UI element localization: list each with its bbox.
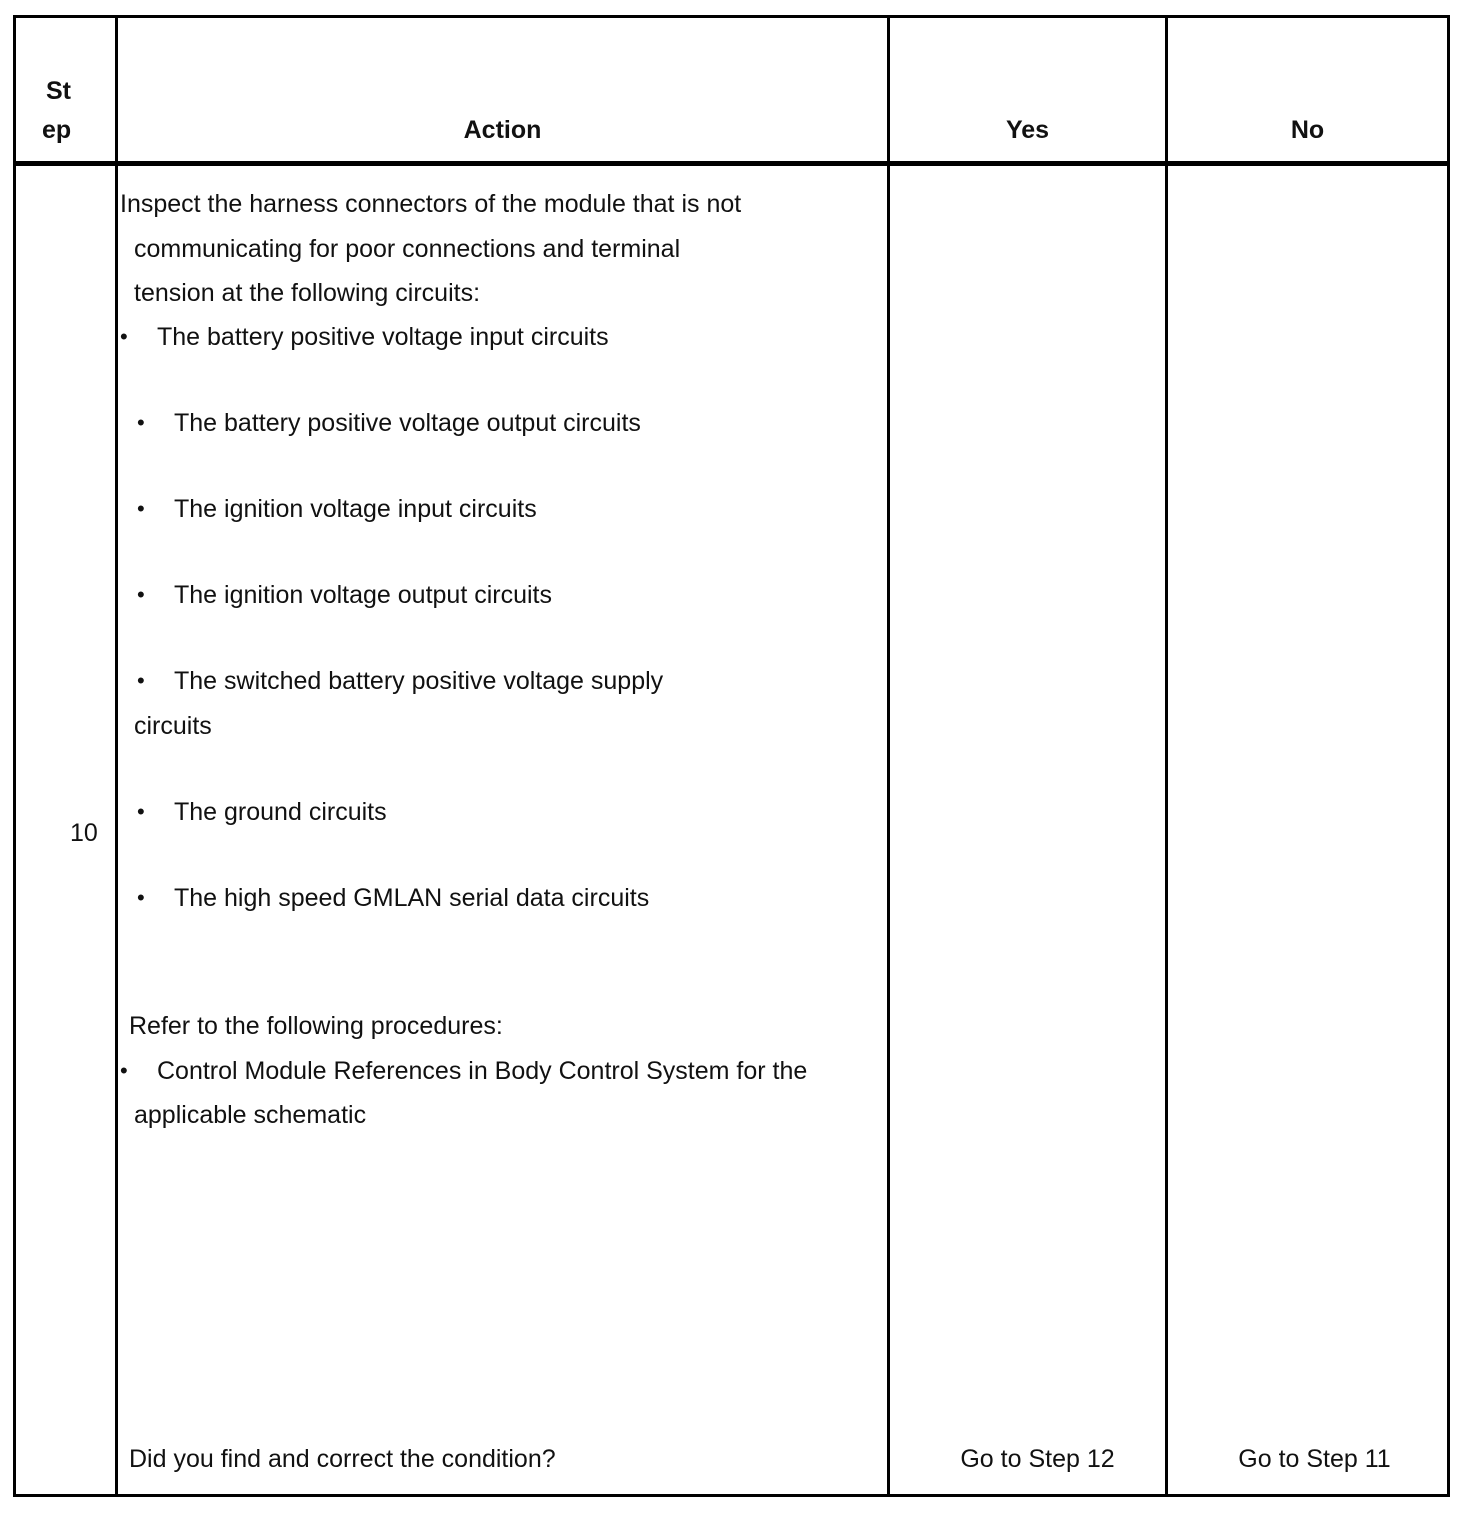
column-divider-step <box>115 15 118 1497</box>
circuit-item: The switched battery positive voltage supply <box>174 667 664 695</box>
circuit-item: The ignition voltage output circuits <box>174 581 552 609</box>
action-question: Did you find and correct the condition? <box>129 1445 556 1473</box>
procedure-reference-line2: applicable schematic <box>134 1101 367 1129</box>
circuit-item: The ignition voltage input circuits <box>174 495 537 523</box>
bullet-icon: • <box>137 668 145 693</box>
table-border-bottom <box>13 1494 1450 1497</box>
table-border-top <box>13 15 1450 18</box>
header-no: No <box>1290 116 1325 144</box>
action-intro-line1: Inspect the harness connectors of the module that is not <box>120 190 742 218</box>
circuit-item-continuation: circuits <box>134 712 212 740</box>
circuit-item: The battery positive voltage output circuits <box>174 409 641 437</box>
header-step-line1: St <box>46 77 71 105</box>
bullet-icon: • <box>137 582 145 607</box>
procedure-reference-line1: Control Module References in Body Control System for the <box>157 1057 808 1085</box>
column-divider-action <box>887 15 890 1497</box>
refer-heading: Refer to the following procedures: <box>129 1012 503 1040</box>
bullet-icon: • <box>137 496 145 521</box>
header-yes: Yes <box>1005 116 1050 144</box>
yes-result: Go to Step 12 <box>960 1445 1115 1473</box>
action-intro-line2: communicating for poor connections and terminal <box>134 235 681 263</box>
table-border-left <box>13 15 16 1497</box>
bullet-icon: • <box>137 410 145 435</box>
bullet-icon: • <box>120 324 128 349</box>
bullet-icon: • <box>137 885 145 910</box>
circuit-item: The ground circuits <box>174 798 387 826</box>
bullet-icon: • <box>120 1058 128 1083</box>
column-divider-yes <box>1165 15 1168 1497</box>
bullet-icon: • <box>137 799 145 824</box>
header-step-line2: ep <box>42 116 72 144</box>
step-number: 10 <box>70 819 98 847</box>
header-divider <box>13 161 1450 166</box>
no-result: Go to Step 11 <box>1238 1445 1391 1473</box>
circuit-item: The high speed GMLAN serial data circuits <box>174 884 650 912</box>
circuit-item: The battery positive voltage input circuits <box>157 323 609 351</box>
action-intro-line3: tension at the following circuits: <box>134 279 481 307</box>
header-action: Action <box>463 116 542 144</box>
table-border-right <box>1447 15 1450 1497</box>
